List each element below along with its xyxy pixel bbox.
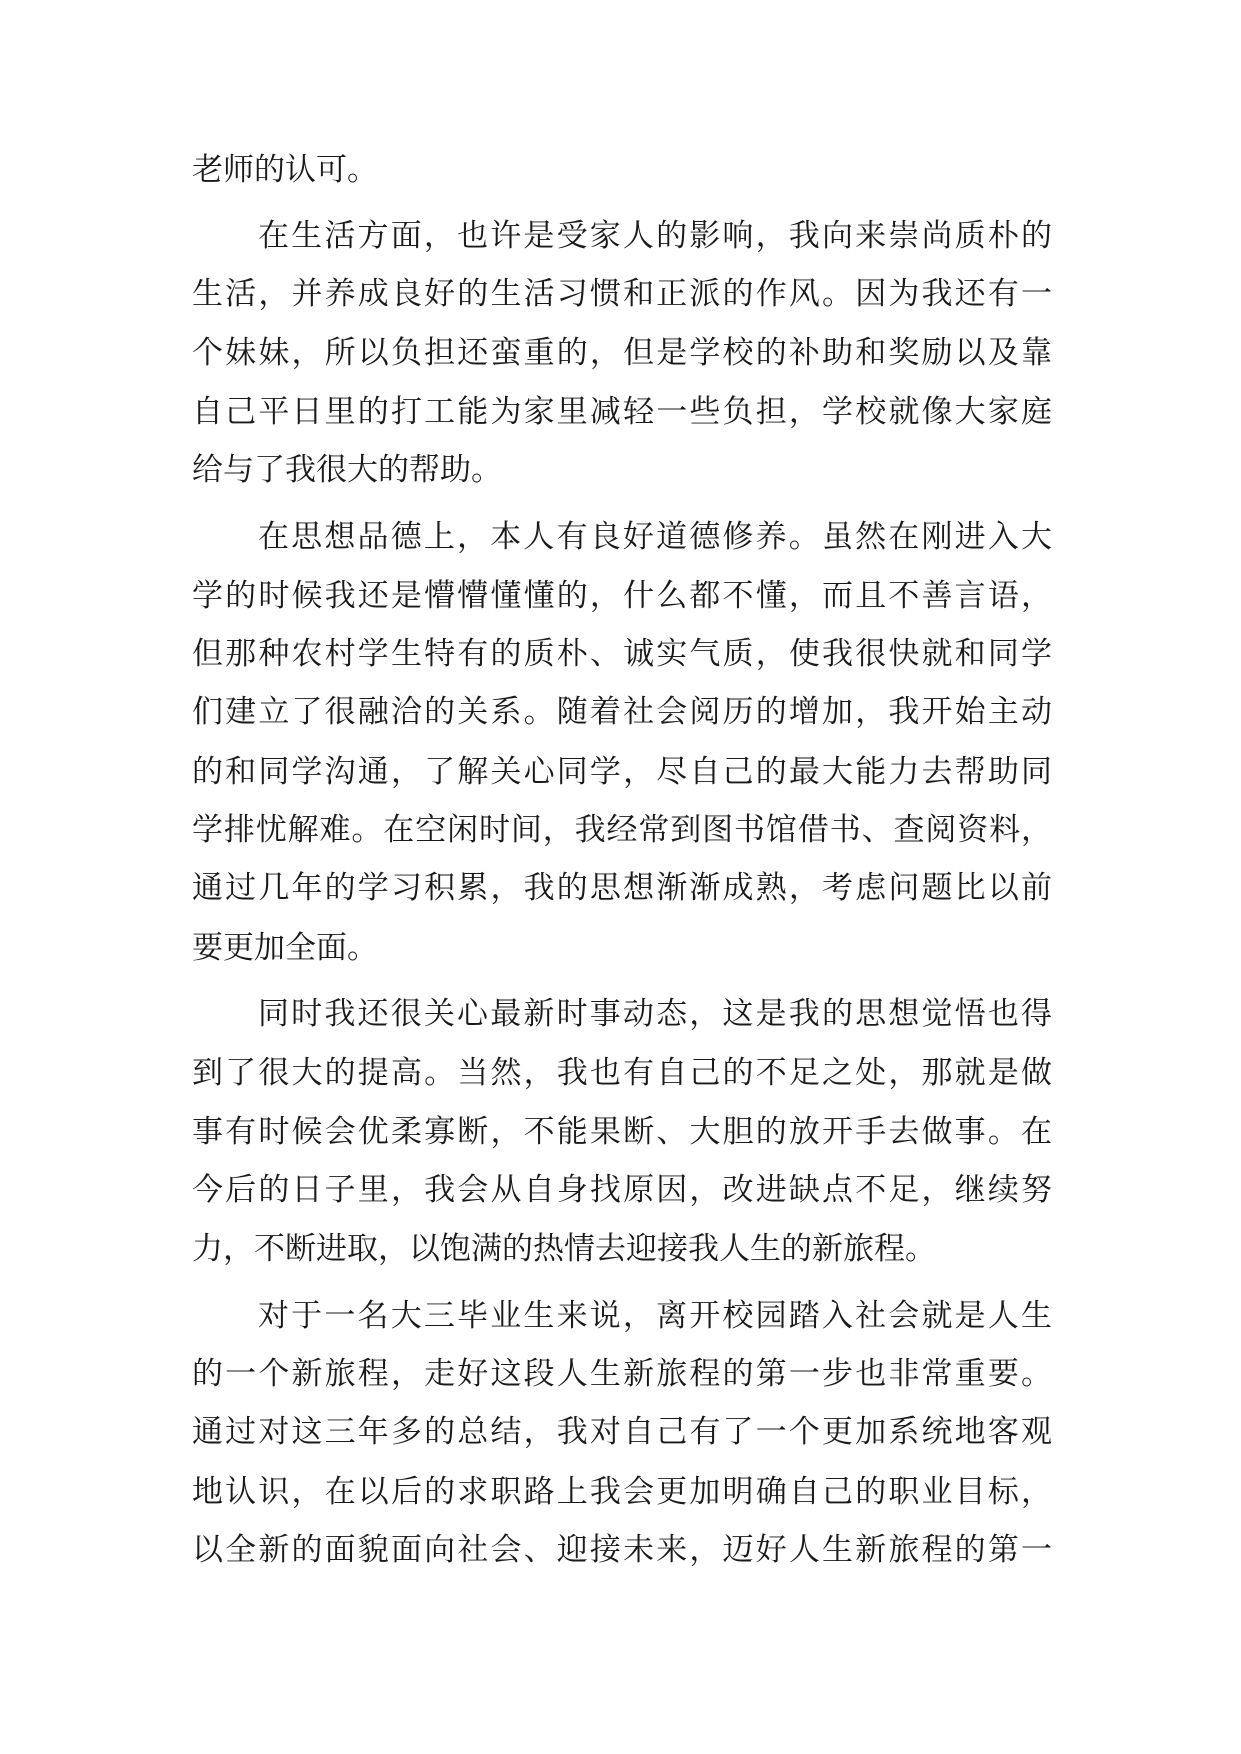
text-line: 的一个新旅程，走好这段人生新旅程的第一步也非常重要。 — [192, 1356, 1052, 1392]
text-line: 通过几年的学习积累，我的思想渐渐成熟，考虑问题比以前 — [192, 870, 1052, 906]
text-line: 的和同学沟通，了解关心同学，尽自己的最大能力去帮助同 — [192, 754, 1052, 790]
text-line: 通过对这三年多的总结，我对自己有了一个更加系统地客观 — [192, 1414, 1052, 1450]
text-line: 生活，并养成良好的生活习惯和正派的作风。因为我还有一 — [192, 276, 1052, 312]
text-line: 要更加全面。 — [192, 930, 378, 966]
text-line: 到了很大的提高。当然，我也有自己的不足之处，那就是做 — [192, 1055, 1052, 1091]
text-line: 老师的认可。 — [192, 152, 378, 188]
text-line: 以全新的面貌面向社会、迎接未来，迈好人生新旅程的第一 — [192, 1532, 1052, 1568]
text-line: 事有时候会优柔寡断，不能果断、大胆的放开手去做事。在 — [192, 1114, 1052, 1150]
text-line: 今后的日子里，我会从自身找原因，改进缺点不足，继续努 — [192, 1172, 1052, 1208]
text-line: 个妹妹，所以负担还蛮重的，但是学校的补助和奖励以及靠 — [192, 335, 1052, 371]
text-line: 学的时候我还是懵懵懂懂的，什么都不懂，而且不善言语， — [192, 578, 1052, 614]
text-line: 自己平日里的打工能为家里减轻一些负担，学校就像大家庭 — [192, 394, 1052, 430]
paragraph-first-line: 在思想品德上，本人有良好道德修养。虽然在刚进入大 — [258, 519, 1052, 555]
text-line: 们建立了很融洽的关系。随着社会阅历的增加，我开始主动 — [192, 694, 1052, 730]
text-line: 给与了我很大的帮助。 — [192, 452, 502, 488]
paragraph-first-line: 在生活方面，也许是受家人的影响，我向来崇尚质朴的 — [258, 218, 1052, 254]
text-line: 地认识，在以后的求职路上我会更加明确自己的职业目标， — [192, 1474, 1052, 1510]
paragraph-first-line: 对于一名大三毕业生来说，离开校园踏入社会就是人生 — [258, 1298, 1052, 1334]
text-line: 力，不断进取，以饱满的热情去迎接我人生的新旅程。 — [192, 1231, 936, 1267]
text-line: 学排忧解难。在空闲时间，我经常到图书馆借书、查阅资料， — [192, 812, 1052, 848]
text-line: 但那种农村学生特有的质朴、诚实气质，使我很快就和同学 — [192, 636, 1052, 672]
paragraph-first-line: 同时我还很关心最新时事动态，这是我的思想觉悟也得 — [258, 996, 1052, 1032]
